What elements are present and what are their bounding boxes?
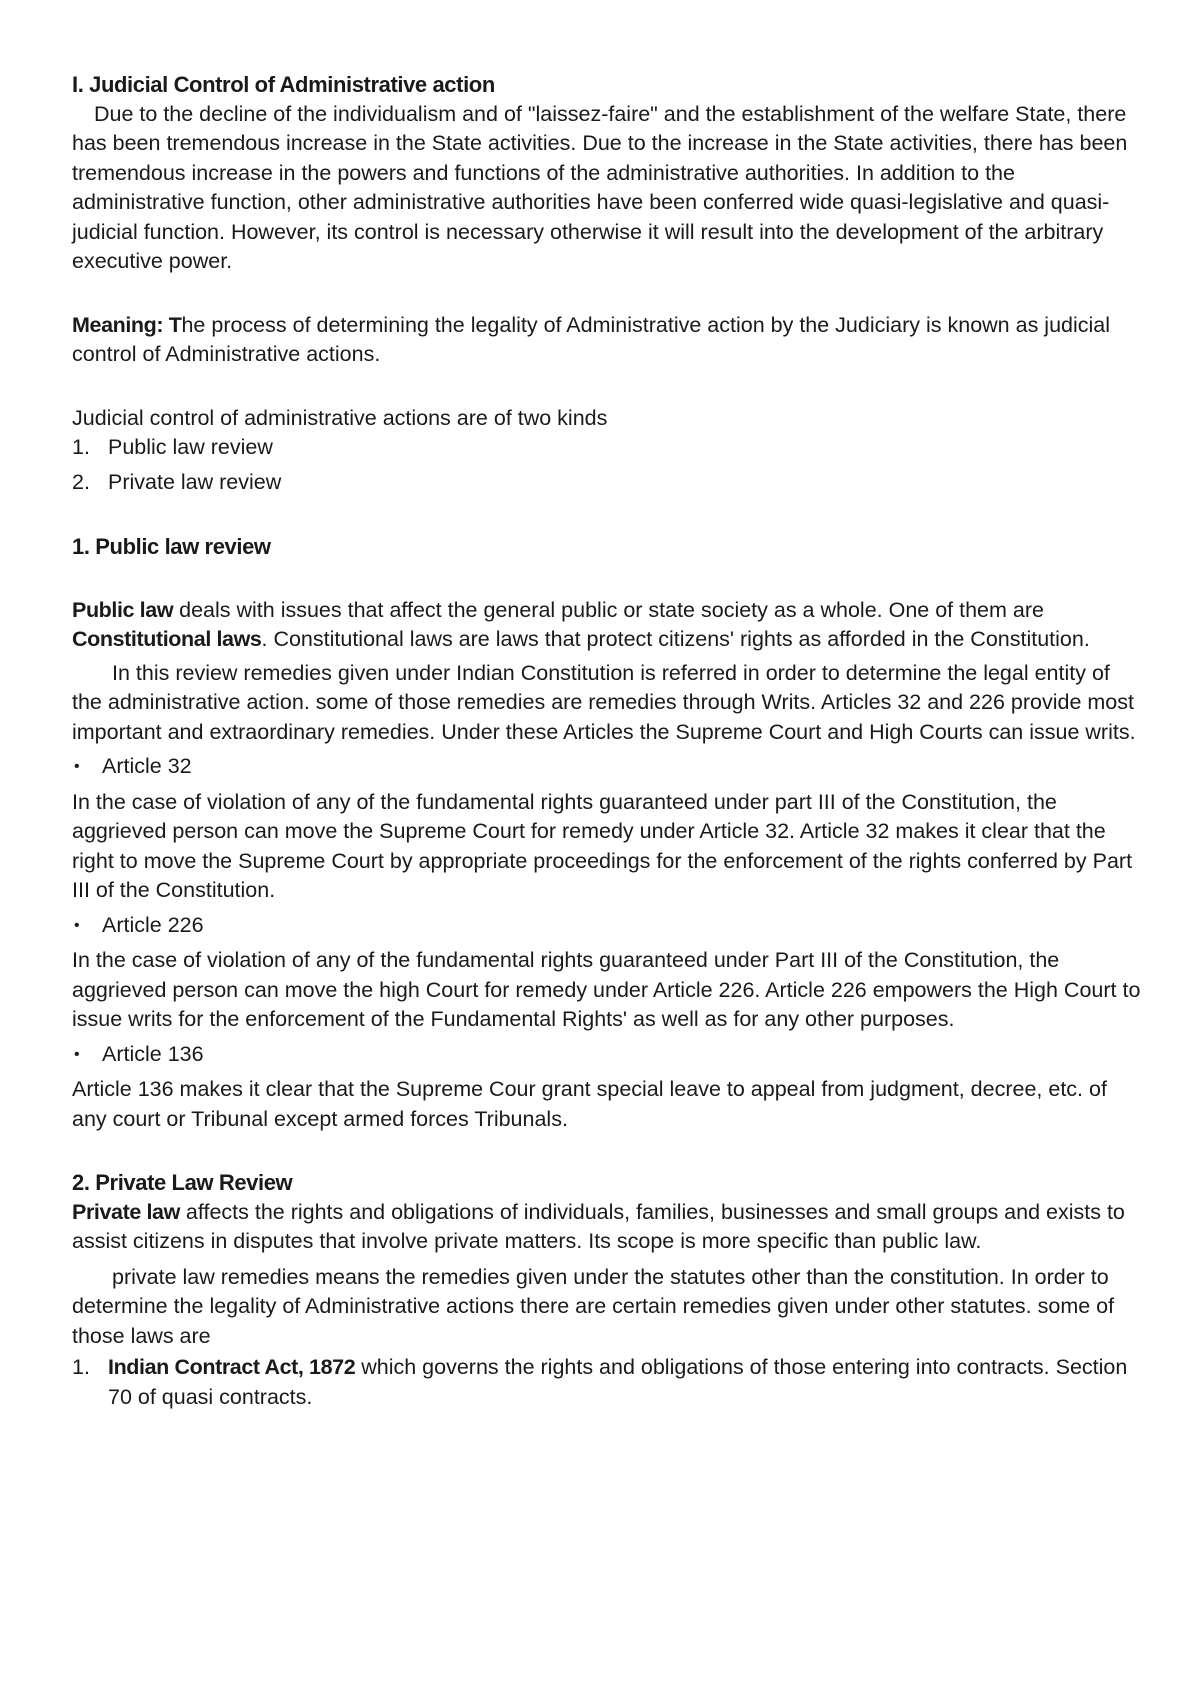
meaning-text: he process of determining the legality of Administrative action by the Judiciary is known as judicial control of Administrative actions. <box>72 312 1111 366</box>
kinds-intro: Judicial control of administrative actions are of two kinds <box>72 405 608 430</box>
meaning-paragraph <box>72 311 1142 370</box>
article-226-text: In the case of violation of any of the fundamental rights guaranteed under Part III of the Constitution, the aggrieved person can move the high Court for remedy under Article 226. Article 226 empowers the High Court to issue writs for the enforcement of the Fundamental Rights' as well as for any other purposes. <box>72 948 1141 1031</box>
private-remedies-paragraph: private law remedies means the remedies given under the statutes other than the constitution. In order to determine the legality of Administrative actions there are certain remedies given under other statutes. some of those laws are <box>72 1264 1115 1348</box>
list-item: 2. Private law review <box>72 469 282 494</box>
kinds-list <box>72 433 1142 497</box>
bullet-icon: • <box>74 758 80 775</box>
document-page <box>72 70 1142 1417</box>
section-heading-private-law: 2. Private Law Review <box>72 1170 293 1195</box>
list-item: 1. Indian Contract Act, 1872 which governs the rights and obligations of those entering into contracts. Section 70 of quasi contracts. <box>72 1355 1128 1409</box>
article-32-text: In the case of violation of any of the fundamental rights guaranteed under part III of the Constitution, the aggrieved person can move the Supreme Court for remedy under Article 32. Article 32 makes it clear that the right to move the Supreme Court by appropriate proceedings for the enforcement of the rights conferred by Part III of the Constitution. <box>72 789 1133 902</box>
laws-list <box>72 1353 1142 1412</box>
article-226-bullet: • Article 226 <box>72 911 1142 941</box>
bullet-icon: • <box>74 1045 80 1063</box>
article-32-bullet: • Article 32 <box>72 752 1142 782</box>
article-136-bullet: • Article 136 <box>72 1040 1142 1070</box>
article-136-text: Article 136 makes it clear that the Supreme Cour grant special leave to appeal from judgment, decree, etc. of any court or Tribunal except armed forces Tribunals. <box>72 1077 1107 1131</box>
intro-paragraph: Due to the decline of the individualism and of "laissez-faire" and the establishment of the welfare State, there has been tremendous increase in the State activities. Due to the increase in the State activities, there has been tremendous increase in the powers and functions of the administrative authorities. In addition to the administrative function, other administrative authorities have been conferred wide quasi-legislative and quasi-judicial function. However, its control is necessary otherwise it will result into the development of the arbitrary executive power. <box>72 101 1128 273</box>
section-heading-judicial-control: I. Judicial Control of Administrative action <box>72 72 495 97</box>
private-law-definition: Private law affects the rights and obligations of individuals, families, businesses and small groups and exists to assist citizens in disputes that involve private matters. Its scope is more specific than public law. <box>72 1199 1125 1253</box>
list-item: 1. Public law review <box>72 435 273 459</box>
meaning-label: Meaning: T <box>72 312 182 337</box>
section-heading-public-law: 1. Public law review <box>72 534 271 559</box>
public-review-paragraph: In this review remedies given under Indian Constitution is referred in order to determine the legal entity of the administrative action. some of those remedies are remedies through Writs. Articles 32 and 226 provide most important and extraordinary remedies. Under these Articles the Supreme Court and High Courts can issue writs. <box>72 660 1136 744</box>
bullet-icon: • <box>74 916 80 934</box>
public-law-definition: Public law deals with issues that affect the general public or state society as a whole. One of them are Constitutional laws. Constitutional laws are laws that protect citizens' rights as afforded in the Constitution. <box>72 597 1090 651</box>
